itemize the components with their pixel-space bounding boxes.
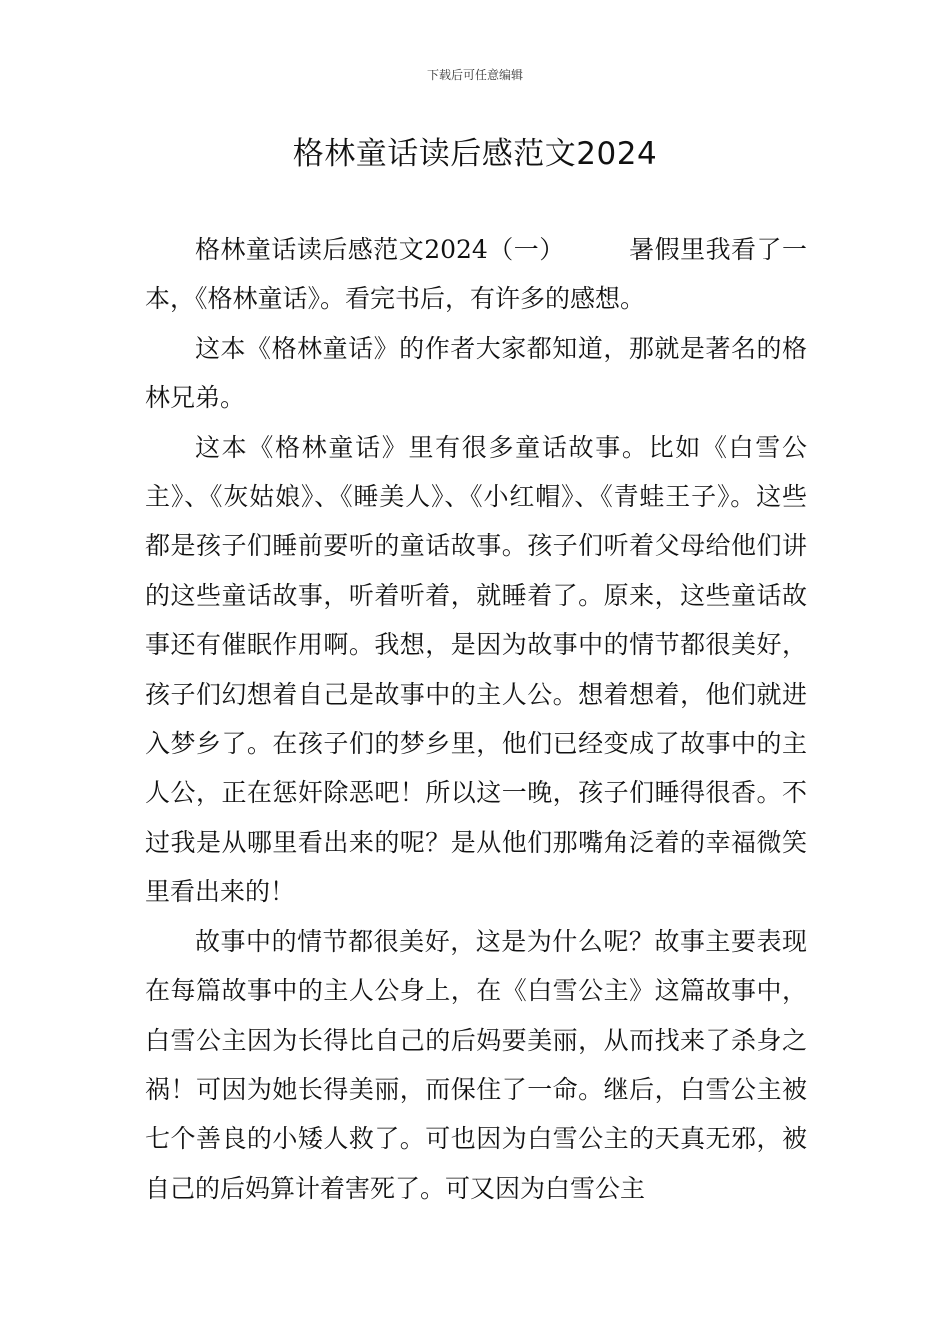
paragraph-intro bbox=[145, 225, 807, 324]
document-body bbox=[145, 225, 807, 1213]
section-heading: 格林童话读后感范文2024（一） bbox=[195, 235, 565, 264]
paragraph-1-text: 暑假里我看了一本，《格林童话》。看完书后，有许多的感想。 bbox=[145, 235, 807, 314]
paragraph-4: 故事中的情节都很美好，这是为什么呢？故事主要表现在每篇故事中的主人公身上，在《白雪公主》这篇故事中，白雪公主因为长得比自己的后妈要美丽，从而找来了杀身之祸！可因为她长得美丽，而保住了一命。继后，白雪公主被七个善良的小矮人救了。可也因为白雪公主的天真无邪，被自己的后妈算计着害死了。可又因为白雪公主 bbox=[145, 926, 807, 1203]
header-note: 下载后可任意编辑 bbox=[426, 68, 523, 82]
paragraph-2: 这本《格林童话》的作者大家都知道，那就是著名的格林兄弟。 bbox=[145, 333, 807, 413]
document-title: 格林童话读后感范文2024 bbox=[292, 136, 658, 172]
paragraph-3: 这本《格林童话》里有很多童话故事。比如《白雪公主》、《灰姑娘》、《睡美人》、《小红帽》、《青蛙王子》。这些都是孩子们睡前要听的童话故事。孩子们听着父母给他们讲的这些童话故事，听着听着，就睡着了。原来，这些童话故事还有催眠作用啊。我想，是因为故事中的情节都很美好，孩子们幻想着自己是故事中的主人公。想着想着，他们就进入梦乡了。在孩子们的梦乡里，他们已经变成了故事中的主人公，正在惩奸除恶吧！所以这一晚，孩子们睡得很香。不过我是从哪里看出来的呢？是从他们那嘴角泛着的幸福微笑里看出来的！ bbox=[145, 432, 807, 907]
